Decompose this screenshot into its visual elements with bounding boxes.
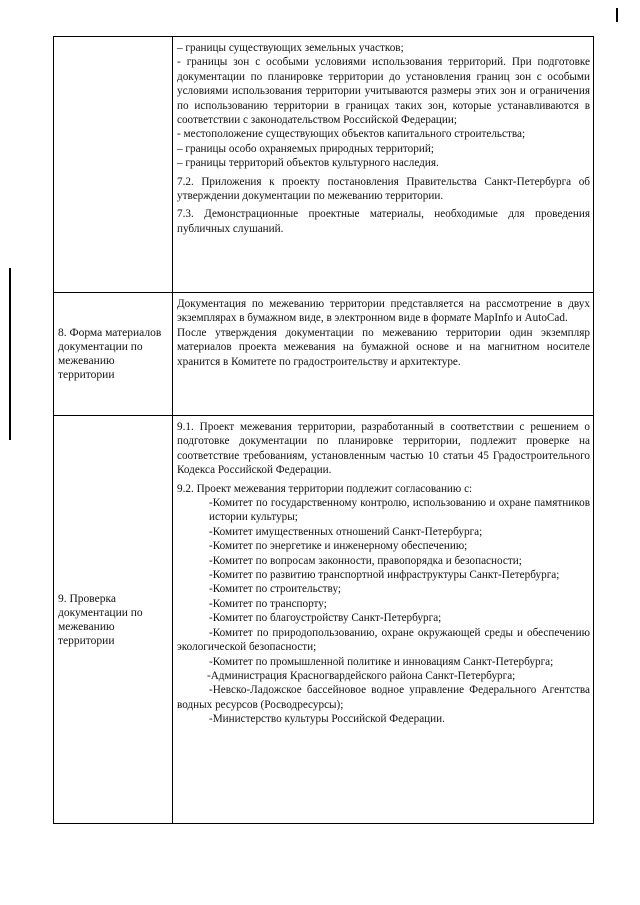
row-8-paragraph-1: Документация по межеванию территории представляется на рассмотрение в двух экземплярах в бумажном виде, в электронном виде в формате MapInfo и AutoCad.	[177, 298, 590, 325]
row-9-content-cell	[173, 416, 593, 823]
row-7-line-3: - местоположение существующих объектов капитального строительства;	[177, 128, 526, 141]
approval-item-10: -Комитет по промышленной политике и инновациям Санкт-Петербурга;	[209, 655, 554, 668]
top-margin-mark	[616, 8, 618, 22]
row-7-label-cell	[54, 37, 173, 292]
row-8-label-cell	[54, 293, 173, 415]
table-row-8	[53, 292, 594, 415]
approval-item-12: -Невско-Ладожское бассейновое водное управление Федерального Агентства водных ресурсов (Росводресурсы);	[177, 684, 590, 711]
document-table	[53, 36, 594, 824]
approval-item-8: -Комитет по благоустройству Санкт-Петербурга;	[209, 612, 442, 625]
row-8-paragraph-2: После утверждения документации по межеванию территории один экземпляр материалов проекта межевания на бумажной основе и на магнитном носителе хранится в Комитете по градостроительству и архитектуре.	[177, 326, 590, 368]
row-7-line-4: – границы особо охраняемых природных территорий;	[177, 142, 434, 155]
approval-item-9: -Комитет по природопользованию, охране окружающей среды и обеспечению экологической безопасности;	[177, 626, 590, 654]
row-7-line-5: – границы территорий объектов культурного наследия.	[177, 157, 439, 170]
row-8-content-cell	[173, 293, 593, 415]
approval-item-6: -Комитет по строительству;	[209, 583, 342, 596]
approval-item-13: -Министерство культуры Российской Федерации.	[209, 713, 445, 726]
paragraph-7-2: 7.2. Приложения к проекту постановления Правительства Санкт-Петербурга об утверждении документации по межеванию территории.	[177, 175, 590, 203]
table-row-7	[53, 36, 594, 292]
approval-item-1: -Комитет по государственному контролю, использованию и охране памятников истории культуры;	[209, 497, 590, 524]
approval-item-7: -Комитет по транспорту;	[209, 597, 327, 610]
paragraph-7-3: 7.3. Демонстрационные проектные материалы, необходимые для проведения публичных слушаний.	[177, 208, 590, 235]
approval-item-3: -Комитет по энергетике и инженерному обеспечению;	[209, 540, 468, 553]
approval-item-11: -Администрация Красногвардейского района Санкт-Петербурга;	[207, 669, 516, 682]
row-7-content-cell	[173, 37, 593, 292]
row-8-label: 8. Форма материалов документации по межеванию территории	[58, 327, 162, 381]
paragraph-9-1: 9.1. Проект межевания территории, разработанный в соответствии с решением о подготовке документации по планировке территории, подлежит проверке на соответствие требованиям, установленным частью 10 статьи 45 Градостроительного Кодекса Российской Федерации.	[177, 421, 590, 477]
approval-item-4: -Комитет по вопросам законности, правопорядка и безопасности;	[209, 554, 522, 567]
left-margin-mark	[9, 268, 11, 440]
paragraph-9-2: 9.2. Проект межевания территории подлежит согласованию с:	[177, 482, 473, 495]
approval-item-2: -Комитет имущественных отношений Санкт-Петербурга;	[209, 525, 483, 538]
row-9-label: 9. Проверка документации по межеванию территории	[58, 592, 143, 647]
approval-item-5: -Комитет по развитию транспортной инфраструктуры Санкт-Петербурга;	[209, 569, 560, 582]
row-9-label-cell	[54, 416, 173, 823]
table-row-9	[53, 415, 594, 824]
row-7-line-2: - границы зон с особыми условиями использования территорий. При подготовке документации по планировке территории до установления границ зон с особыми условиями использования территории учитываются размеры этих зон и ограничения по использованию территории в границах таких зон, которые устанавливаются в соответствии с законодательством Российской Федерации;	[177, 56, 590, 127]
row-7-line-1: – границы существующих земельных участков;	[177, 42, 404, 54]
